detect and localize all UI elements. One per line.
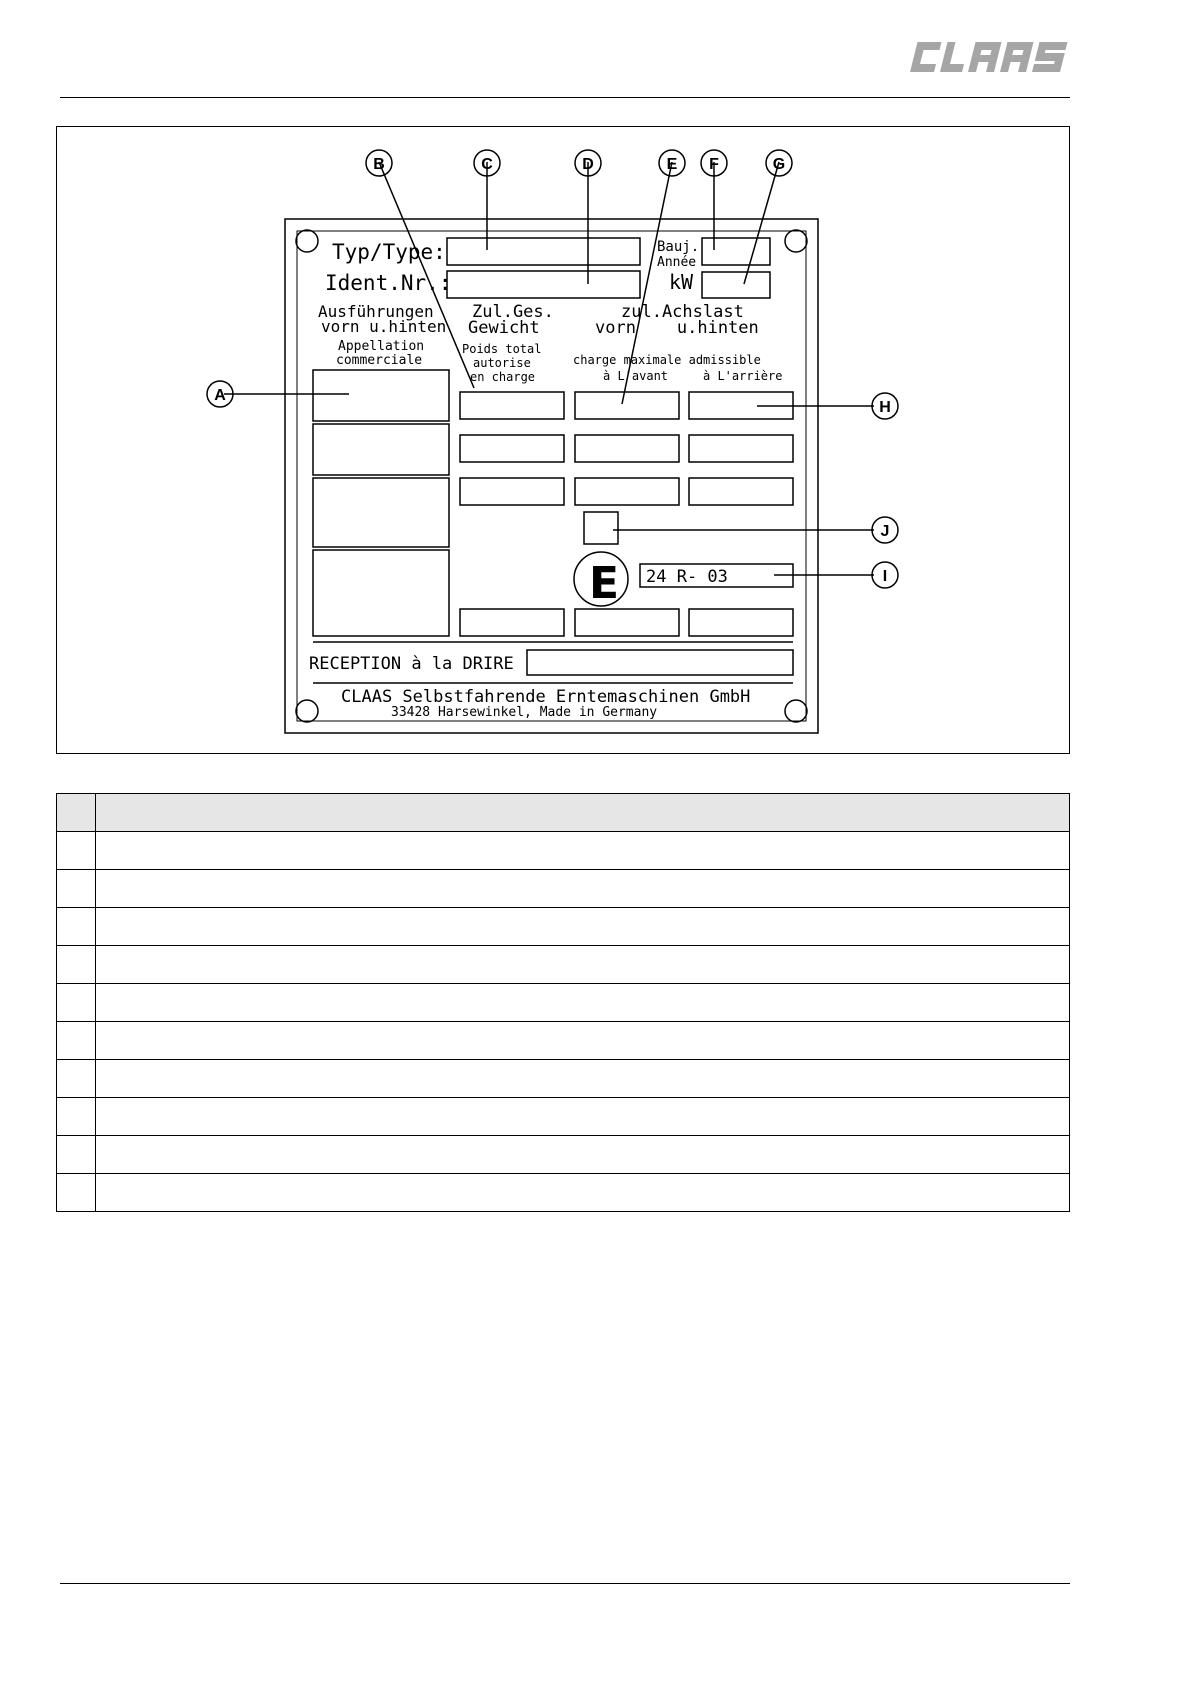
variant-box-1 bbox=[313, 370, 449, 421]
legend-row bbox=[57, 946, 1070, 984]
hole-bottom-right-icon bbox=[785, 700, 807, 722]
front-axle-field-4 bbox=[575, 609, 679, 636]
type-plate-figure bbox=[56, 126, 1070, 754]
approval-mark-box bbox=[584, 512, 618, 544]
variants-label-2: vorn u.hinten bbox=[321, 317, 447, 336]
rear-label: à L'arrière bbox=[703, 369, 783, 383]
type-field bbox=[447, 238, 640, 265]
hole-top-right-icon bbox=[785, 230, 807, 252]
reception-field bbox=[527, 650, 793, 675]
manufacturer-name: CLAAS Selbstfahrende Erntemaschinen GmbH bbox=[341, 687, 751, 707]
rear-axle-field-4 bbox=[689, 609, 793, 636]
legend-row bbox=[57, 984, 1070, 1022]
ident-label: Ident.Nr.: bbox=[325, 271, 452, 295]
gross-weight-field-3 bbox=[460, 478, 564, 505]
legend-row bbox=[57, 1098, 1070, 1136]
callout-i: I bbox=[882, 568, 888, 585]
ident-field bbox=[447, 271, 640, 298]
callout-e: E bbox=[666, 156, 678, 173]
type-plate-drawing bbox=[57, 127, 1071, 755]
legend-row bbox=[57, 908, 1070, 946]
variant-box-4 bbox=[313, 550, 449, 636]
legend-row bbox=[57, 832, 1070, 870]
kw-field bbox=[702, 272, 770, 298]
charge-max-label: charge maximale admissible bbox=[573, 353, 761, 367]
legend-table bbox=[56, 793, 1070, 1212]
legend-row bbox=[57, 1022, 1070, 1060]
year-label-bottom: Année bbox=[657, 255, 697, 270]
approval-number: 24 R- 03 bbox=[646, 567, 728, 587]
callout-h: H bbox=[879, 399, 891, 416]
hole-bottom-left-icon bbox=[296, 700, 318, 722]
callout-f: F bbox=[709, 156, 719, 173]
type-label: Typ/Type: bbox=[332, 240, 446, 264]
front-axle-field-2 bbox=[575, 435, 679, 462]
gross-weight-label-1: Zul.Ges. bbox=[472, 302, 554, 322]
variants-label-1: Ausführungen bbox=[318, 302, 434, 321]
callout-a: A bbox=[214, 387, 226, 404]
poids-label-2: autorise bbox=[473, 356, 531, 370]
poids-label-3: en charge bbox=[470, 370, 536, 384]
year-label-top: Bauj. bbox=[657, 239, 700, 255]
e-mark: E bbox=[589, 558, 620, 609]
claas-logo bbox=[905, 36, 1077, 76]
gross-weight-label-2: Gewicht bbox=[468, 318, 540, 338]
year-field bbox=[702, 238, 770, 265]
gross-weight-field-1 bbox=[460, 392, 564, 419]
callout-c: C bbox=[481, 156, 493, 173]
hole-top-left-icon bbox=[296, 230, 318, 252]
variant-box-3 bbox=[313, 478, 449, 547]
legend-row bbox=[57, 1174, 1070, 1212]
reception-label: RECEPTION à la DRIRE bbox=[309, 654, 514, 674]
callout-g: G bbox=[772, 156, 786, 173]
legend-row bbox=[57, 870, 1070, 908]
axle-load-label-2: vorn u.hinten bbox=[595, 318, 759, 338]
kw-label: kW bbox=[669, 270, 694, 294]
axle-load-label-1: zul.Achslast bbox=[621, 302, 744, 322]
poids-label-1: Poids total bbox=[462, 342, 542, 356]
gross-weight-field-2 bbox=[460, 435, 564, 462]
header-rule bbox=[60, 97, 1070, 98]
rear-axle-field-2 bbox=[689, 435, 793, 462]
legend-header-row bbox=[57, 794, 1070, 832]
legend-row bbox=[57, 1136, 1070, 1174]
callout-b: B bbox=[373, 156, 385, 173]
manufacturer-address: 33428 Harsewinkel, Made in Germany bbox=[391, 705, 658, 720]
legend-row bbox=[57, 1060, 1070, 1098]
rear-axle-field-3 bbox=[689, 478, 793, 505]
gross-weight-field-4 bbox=[460, 609, 564, 636]
appellation-label-1: Appellation bbox=[338, 339, 425, 354]
callout-j: J bbox=[880, 523, 890, 540]
callout-d: D bbox=[582, 156, 594, 173]
front-axle-field-3 bbox=[575, 478, 679, 505]
front-label: à L'avant bbox=[603, 369, 669, 383]
appellation-label-2: commerciale bbox=[336, 353, 423, 368]
footer-rule bbox=[60, 1583, 1070, 1584]
front-axle-field-1 bbox=[575, 392, 679, 419]
variant-box-2 bbox=[313, 424, 449, 475]
